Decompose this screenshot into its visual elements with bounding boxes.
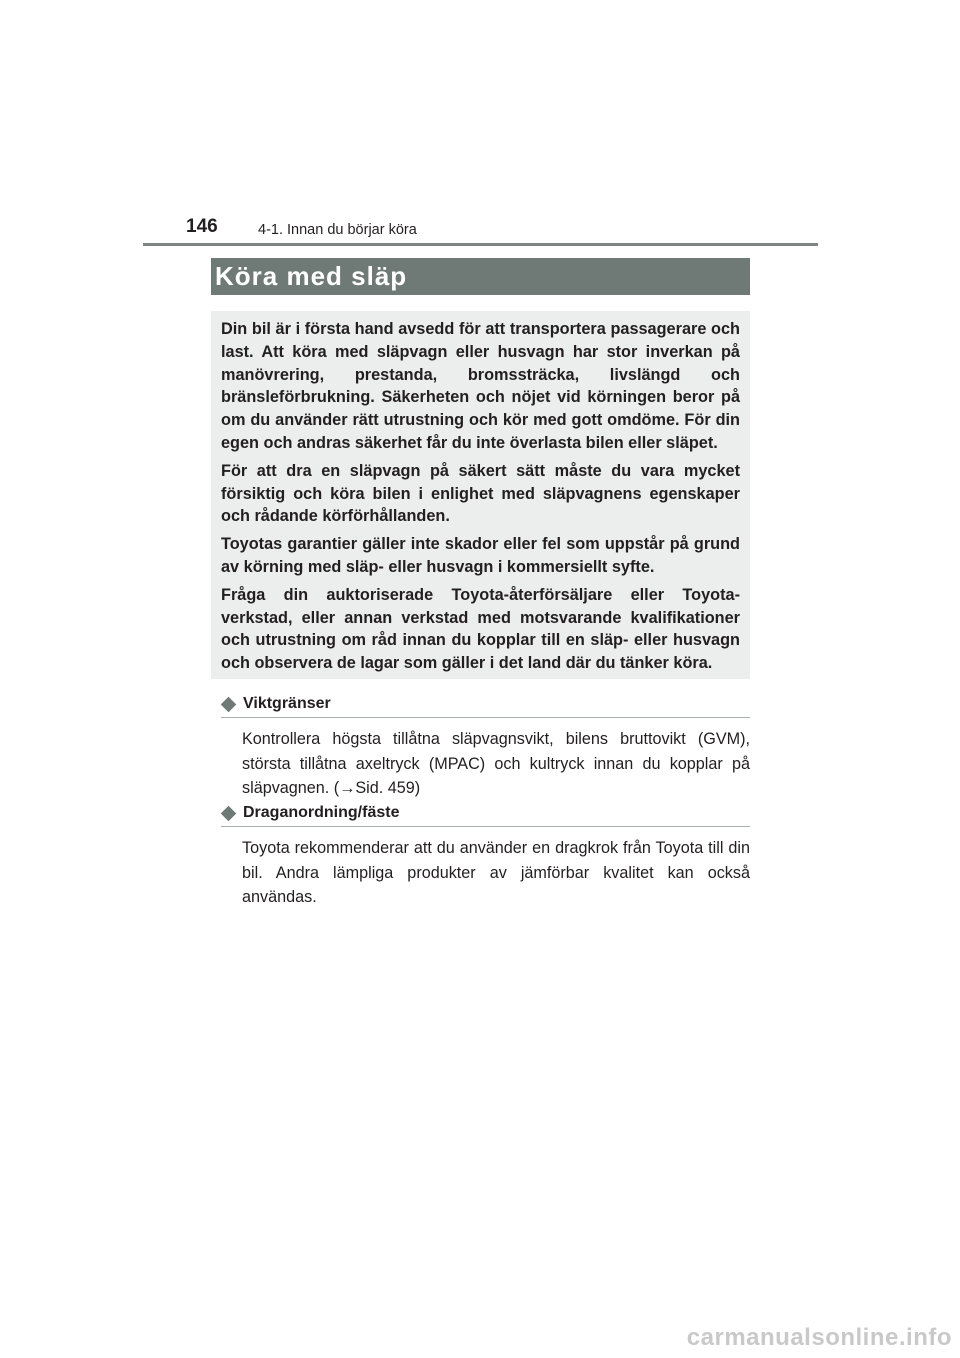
- diamond-icon: [221, 805, 237, 821]
- intro-paragraph: Toyotas garantier gäller inte skador eller fel som uppstår på grund av körning med släp- eller husvagn i kommersiellt syfte.: [221, 535, 740, 576]
- diamond-icon: [221, 696, 237, 712]
- section-body: Kontrollera högsta tillåtna släpvagnsvikt, bilens bruttovikt (GVM), största tillåtna axeltryck (MPAC) och kultryck innan du kopplar på släpvagnen. (→Sid. 459): [242, 730, 750, 797]
- watermark: carmanualsonline.info: [686, 1324, 952, 1351]
- page-number: 146: [186, 216, 218, 237]
- intro-paragraph: Din bil är i första hand avsedd för att transportera passagerare och last. Att köra med släpvagn eller husvagn har stor inverkan på manövrering, prestanda, bromssträcka, livslängd och bränsleförbrukning. Säkerheten och nöjet vid körningen beror på om du använder rätt utrustning och kör med gott omdöme. För din egen och andras säkerhet får du inte överlasta bilen eller släpet.: [221, 320, 740, 452]
- intro-paragraph: För att dra en släpvagn på säkert sätt måste du vara mycket försiktig och köra bilen i enlighet med släpvagnens egenskaper och rådande körförhållanden.: [221, 461, 740, 526]
- header-rule: [143, 243, 818, 246]
- intro-paragraph: Fråga din auktoriserade Toyota-återförsäljare eller Toyota-verkstad, eller annan verkstad med motsvarande kvalifikationer och utrustning om råd innan du kopplar till en släp- eller husvagn och observera de lagar som gäller i det land där du tänker köra.: [221, 585, 740, 673]
- section-weight-limits: [221, 693, 750, 801]
- chapter-heading: 4-1. Innan du börjar köra: [258, 222, 417, 238]
- section-header: [221, 802, 750, 827]
- section-title: Draganordning/fäste: [243, 804, 400, 821]
- section-body: Toyota rekommenderar att du använder en dragkrok från Toyota till din bil. Andra lämpliga produkter av jämförbar kvalitet kan också användas.: [242, 839, 750, 906]
- section-title: Viktgränser: [243, 695, 331, 712]
- section-header: [221, 693, 750, 718]
- section-towing-hitch: [221, 802, 750, 910]
- title-bar: [211, 258, 750, 295]
- intro-box: [211, 311, 750, 679]
- page-title: Köra med släp: [215, 261, 408, 291]
